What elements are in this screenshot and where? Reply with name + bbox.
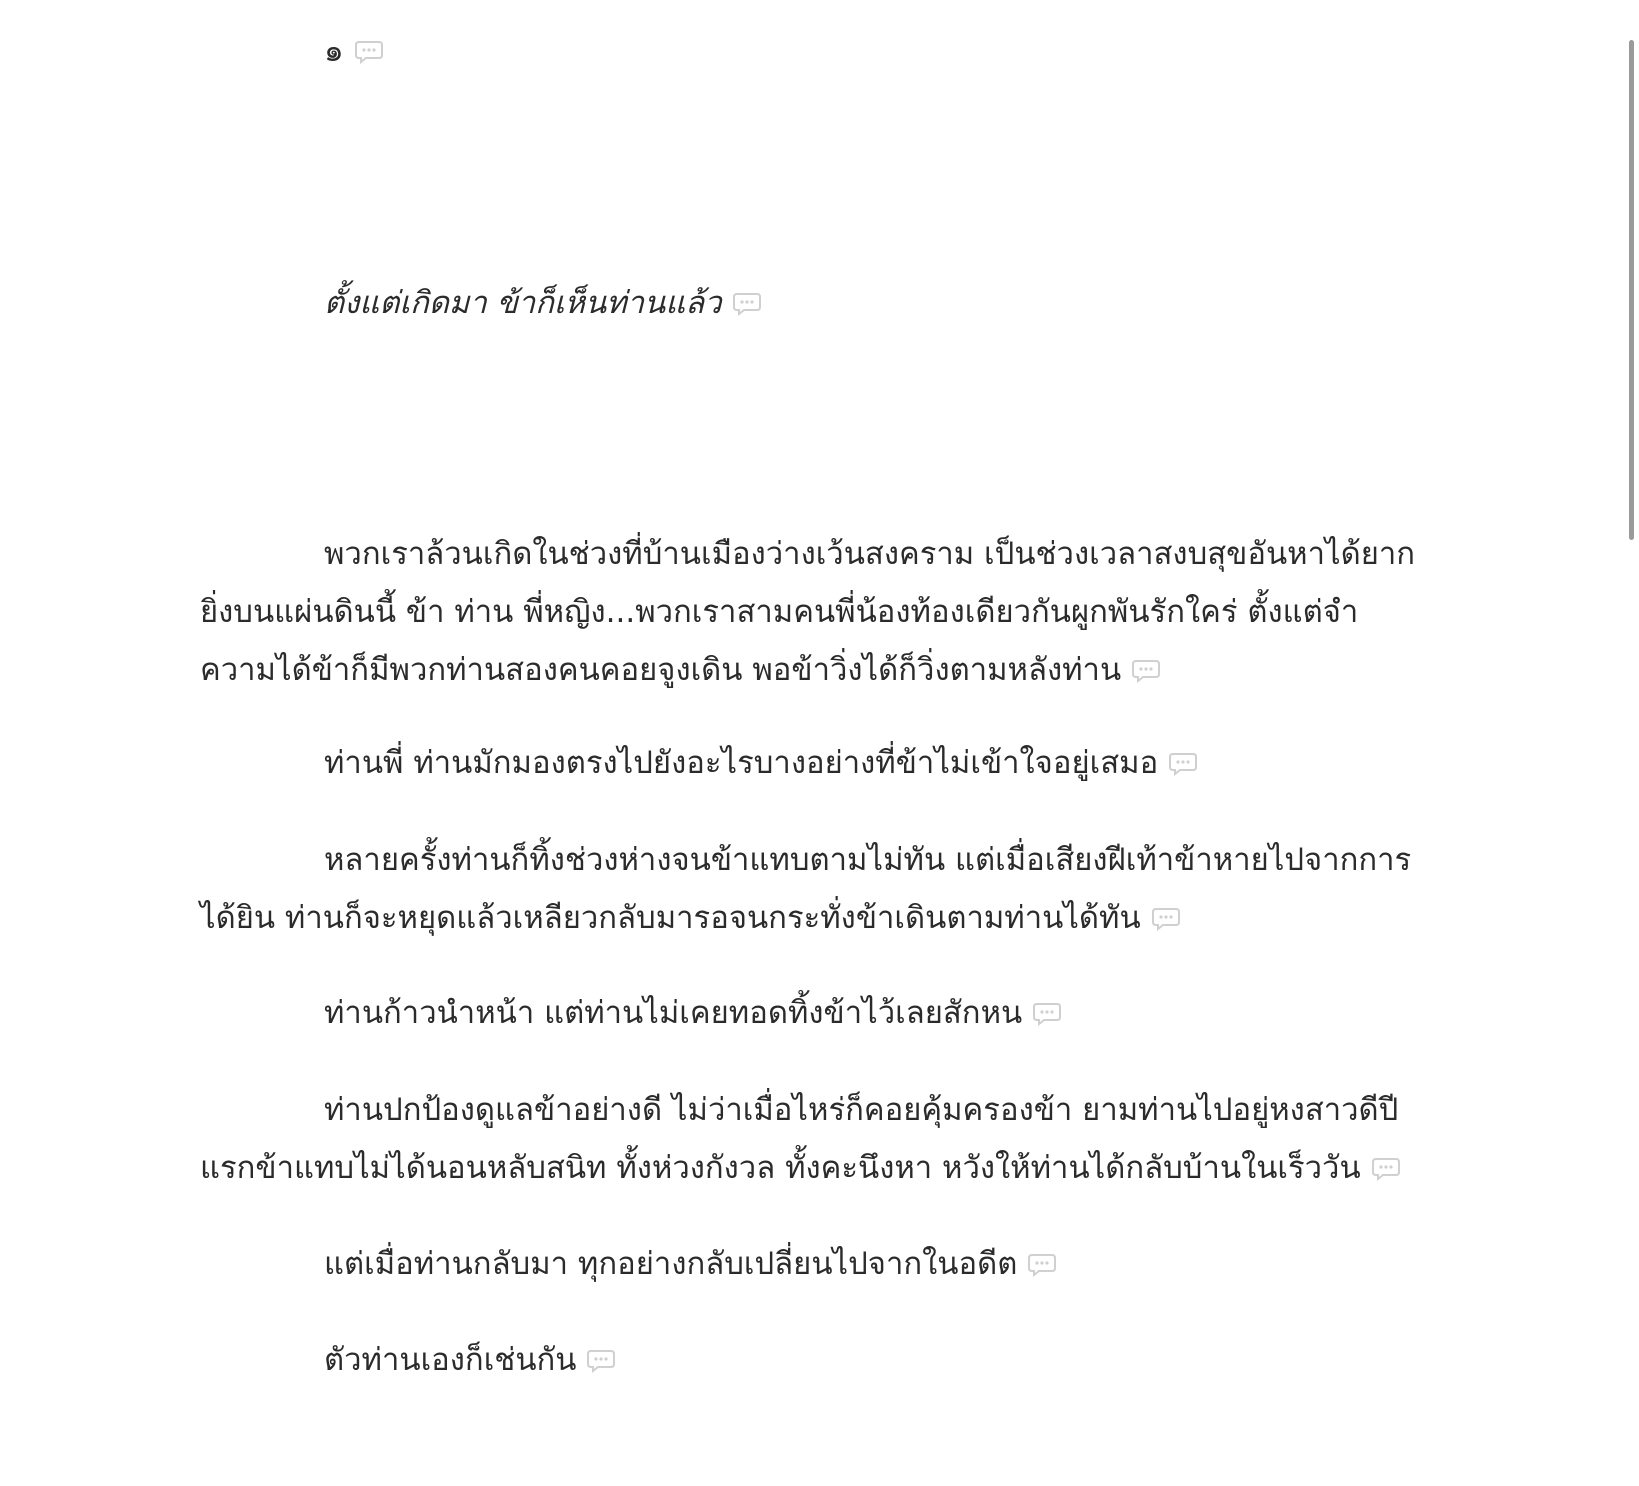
paragraph-text: ท่านปกป้องดูแลข้าอย่างดี ไม่ว่าเมื่อไหร่ก็คอยคุ้มครองข้า ยามท่านไปอยู่หงสาวดีปีแรกข้าแทบไม่ได้นอนหลับสนิท ทั้งห่วงกังวล ทั้งคะนึงหา หวังให้ท่านได้กลับบ้านในเร็ววัน (200, 1092, 1399, 1186)
comment-bubble-icon[interactable] (732, 292, 762, 316)
scrollbar-thumb[interactable] (1629, 40, 1634, 540)
paragraph (200, 1331, 1430, 1389)
paragraph-text: หลายครั้งท่านก็ทิ้งช่วงห่างจนข้าแทบตามไม่ทัน แต่เมื่อเสียงฝีเท้าข้าหายไปจากการได้ยิน ท่านก็จะหยุดแล้วเหลียวกลับมารอจนกระทั่งข้าเดินตามท่านได้ทัน (200, 842, 1412, 936)
paragraph-text: ๑ (324, 33, 344, 69)
paragraph (200, 1081, 1430, 1197)
comment-bubble-icon[interactable] (1131, 659, 1161, 683)
paragraph-text: ตั้งแต่เกิดมา ข้าก็เห็นท่านแล้ว (324, 285, 722, 321)
paragraph-text: พวกเราล้วนเกิดในช่วงที่บ้านเมืองว่างเว้นสงคราม เป็นช่วงเวลาสงบสุขอันหาได้ยากยิ่งบนแผ่นดินนี้ ข้า ท่าน พี่หญิง...พวกเราสามคนพี่น้องท้องเดียวกันผูกพันรักใคร่ ตั้งแต่จำความได้ข้าก็มีพวกท่านสองคนคอยจูงเดิน พอข้าวิ่งได้ก็วิ่งตามหลังท่าน (200, 536, 1416, 688)
paragraph-text: ตัวท่านเองก็เช่นกัน (324, 1342, 577, 1378)
paragraph (200, 1235, 1430, 1293)
paragraph (200, 525, 1430, 699)
paragraph (200, 831, 1430, 947)
vertical-scrollbar[interactable] (1625, 0, 1639, 1486)
paragraph (200, 984, 1430, 1042)
comment-bubble-icon[interactable] (1032, 1002, 1062, 1026)
paragraph-epigraph (200, 274, 1430, 332)
paragraph-text: ท่านพี่ ท่านมักมองตรงไปยังอะไรบางอย่างที่ข้าไม่เข้าใจอยู่เสมอ (324, 745, 1159, 781)
paragraph-chapter-number (200, 22, 1430, 80)
comment-bubble-icon[interactable] (1151, 907, 1181, 931)
comment-bubble-icon[interactable] (586, 1349, 616, 1373)
paragraph-text: แต่เมื่อท่านกลับมา ทุกอย่างกลับเปลี่ยนไปจากในอดีต (324, 1246, 1018, 1282)
paragraph (200, 734, 1430, 792)
comment-bubble-icon[interactable] (354, 40, 384, 64)
comment-bubble-icon[interactable] (1371, 1157, 1401, 1181)
comment-bubble-icon[interactable] (1027, 1253, 1057, 1277)
comment-bubble-icon[interactable] (1168, 752, 1198, 776)
paragraph-text: ท่านก้าวนำหน้า แต่ท่านไม่เคยทอดทิ้งข้าไว้เลยสักหน (324, 995, 1023, 1031)
